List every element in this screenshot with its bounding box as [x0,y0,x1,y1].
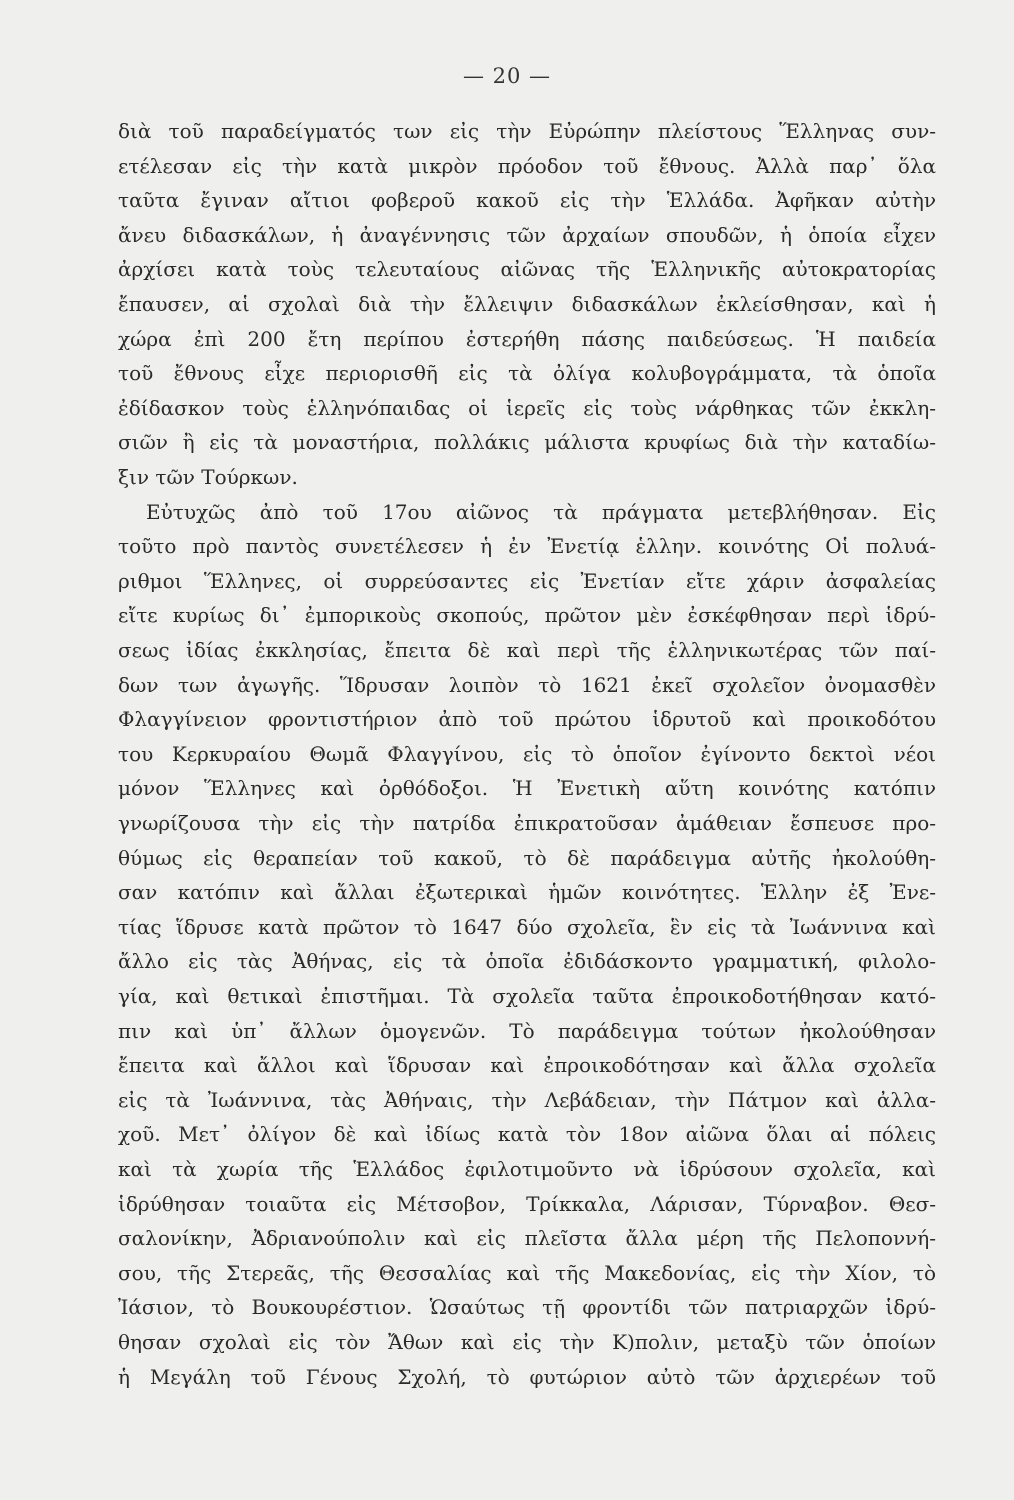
text-line: θύμως εἰς θεραπείαν τοῦ κακοῦ, τὸ δὲ παράδειγμα αὐτῆς ἠκολούθη- [118,845,936,870]
page-number: — 20 — [462,64,552,88]
text-line: σαν κατόπιν καὶ ἄλλαι ἐξωτερικαὶ ἡμῶν κοινότητες. Ἑλλην ἐξ Ἐνε- [118,880,936,905]
text-line: χώρα ἐπὶ 200 ἔτη περίπου ἐστερήθη πάσης παιδεύσεως. Ἡ παιδεία [118,326,936,351]
text-line: χοῦ. Μετ᾽ ὀλίγον δὲ καὶ ἰδίως κατὰ τὸν 18ον αἰῶνα ὅλαι αἱ πόλεις [118,1122,936,1147]
text-line: τίας ἵδρυσε κατὰ πρῶτον τὸ 1647 δύο σχολεῖα, ἓν εἰς τὰ Ἰωάννινα καὶ [118,914,936,939]
text-line: καὶ τὰ χωρία τῆς Ἑλλάδος ἐφιλοτιμοῦντο νὰ ἱδρύσουν σχολεῖα, καὶ [118,1157,936,1181]
text-line: σαλονίκην, Ἀδριανούπολιν καὶ εἰς πλεῖστα ἄλλα μέρη τῆς Πελοποννή- [118,1226,936,1251]
text-line: σεως ἰδίας ἐκκλησίας, ἔπειτα δὲ καὶ περὶ τῆς ἑλληνικωτέρας τῶν παί- [118,638,936,662]
text-line: θησαν σχολαὶ εἰς τὸν Ἄθων καὶ εἰς τὴν Κ)πολιν, μεταξὺ τῶν ὁποίων [118,1330,936,1354]
text-line: ἡ Μεγάλη τοῦ Γένους Σχολή, τὸ φυτώριον αὐτὸ τῶν ἀρχιερέων τοῦ [118,1364,936,1389]
text-line: ἄλλο εἰς τὰς Ἀθήνας, εἰς τὰ ὁποῖα ἐδιδάσκοντο γραμματική, φιλολο- [118,949,936,974]
text-line: γνωρίζουσα τὴν εἰς τὴν πατρίδα ἐπικρατοῦσαν ἀμάθειαν ἔσπευσε προ- [118,811,936,835]
text-line: σιῶν ἢ εἰς τὰ μοναστήρια, πολλάκις μάλιστα κρυφίως διὰ τὴν καταδίω- [118,430,936,455]
text-line: ἔπαυσεν, αἱ σχολαὶ διὰ τὴν ἔλλειψιν διδασκάλων ἐκλείσθησαν, καὶ ἡ [118,292,936,316]
text-line: Εὐτυχῶς ἀπὸ τοῦ 17ου αἰῶνος τὰ πράγματα μετεβλήθησαν. Εἰς [146,499,936,524]
text-line: ἐδίδασκον τοὺς ἑλληνόπαιδας οἱ ἱερεῖς εἰς τοὺς νάρθηκας τῶν ἐκκλη- [118,395,936,420]
text-line: πιν καὶ ὑπ᾽ ἄλλων ὁμογενῶν. Τὸ παράδειγμα τούτων ἠκολούθησαν [118,1018,936,1043]
text-line: δων των ἀγωγῆς. Ἵδρυσαν λοιπὸν τὸ 1621 ἐκεῖ σχολεῖον ὀνομασθὲν [118,672,936,697]
text-line: σου, τῆς Στερεᾶς, τῆς Θεσσαλίας καὶ τῆς Μακεδονίας, εἰς τὴν Χίον, τὸ [118,1260,936,1285]
text-line: Ἰάσιον, τὸ Βουκουρέστιον. Ὡσαύτως τῇ φροντίδι τῶν πατριαρχῶν ἱδρύ- [118,1295,936,1320]
text-line: ξιν τῶν Τούρκων. [118,465,298,489]
text-line: ἀρχίσει κατὰ τοὺς τελευταίους αἰῶνας τῆς Ἑλληνικῆς αὐτοκρατορίας [118,257,936,282]
text-line: τοῦ ἔθνους εἶχε περιορισθῆ εἰς τὰ ὀλίγα κολυβογράμματα, τὰ ὁποῖα [118,361,936,386]
text-line: ἄνευ διδασκάλων, ἡ ἀναγέννησις τῶν ἀρχαίων σπουδῶν, ἡ ὁποία εἶχεν [118,222,936,247]
text-line: ἔπειτα καὶ ἄλλοι καὶ ἵδρυσαν καὶ ἐπροικοδότησαν καὶ ἄλλα σχολεῖα [118,1053,936,1078]
text-line: εἴτε κυρίως δι᾽ ἐμπορικοὺς σκοπούς, πρῶτον μὲν ἐσκέφθησαν περὶ ἱδρύ- [118,603,936,628]
text-line: ταῦτα ἔγιναν αἴτιοι φοβεροῦ κακοῦ εἰς τὴν Ἑλλάδα. Ἀφῆκαν αὐτὴν [118,188,936,213]
text-line: εἰς τὰ Ἰωάννινα, τὰς Ἀθήναις, τὴν Λεβάδειαν, τὴν Πάτμον καὶ ἀλλα- [118,1087,936,1112]
text-line: διὰ τοῦ παραδείγματός των εἰς τὴν Εὐρώπην πλείστους Ἕλληνας συν- [118,119,936,143]
text-line: ριθμοι Ἕλληνες, οἱ συρρεύσαντες εἰς Ἐνετίαν εἴτε χάριν ἀσφαλείας [118,568,936,593]
text-line: του Κερκυραίου Θωμᾶ Φλαγγίνου, εἰς τὸ ὁποῖον ἐγίνοντο δεκτοὶ νέοι [118,741,936,766]
text-line: ἱδρύθησαν τοιαῦτα εἰς Μέτσοβον, Τρίκκαλα, Λάρισαν, Τύρναβον. Θεσ- [118,1191,936,1216]
text-line: μόνον Ἕλληνες καὶ ὀρθόδοξοι. Ἡ Ἐνετικὴ αὕτη κοινότης κατόπιν [118,776,936,801]
text-line: τοῦτο πρὸ παντὸς συνετέλεσεν ἡ ἐν Ἐνετίᾳ ἑλλην. κοινότης Οἱ πολυά- [118,534,936,559]
text-line: γία, καὶ θετικαὶ ἐπιστῆμαι. Τὰ σχολεῖα ταῦτα ἐπροικοδοτήθησαν κατό- [118,984,936,1008]
text-line: Φλαγγίνειον φροντιστήριον ἀπὸ τοῦ πρώτου ἱδρυτοῦ καὶ προικοδότου [118,707,936,732]
text-line: ετέλεσαν εἰς τὴν κατὰ μικρὸν πρόοδον τοῦ ἔθνους. Ἀλλὰ παρ᾽ ὅλα [118,153,936,178]
